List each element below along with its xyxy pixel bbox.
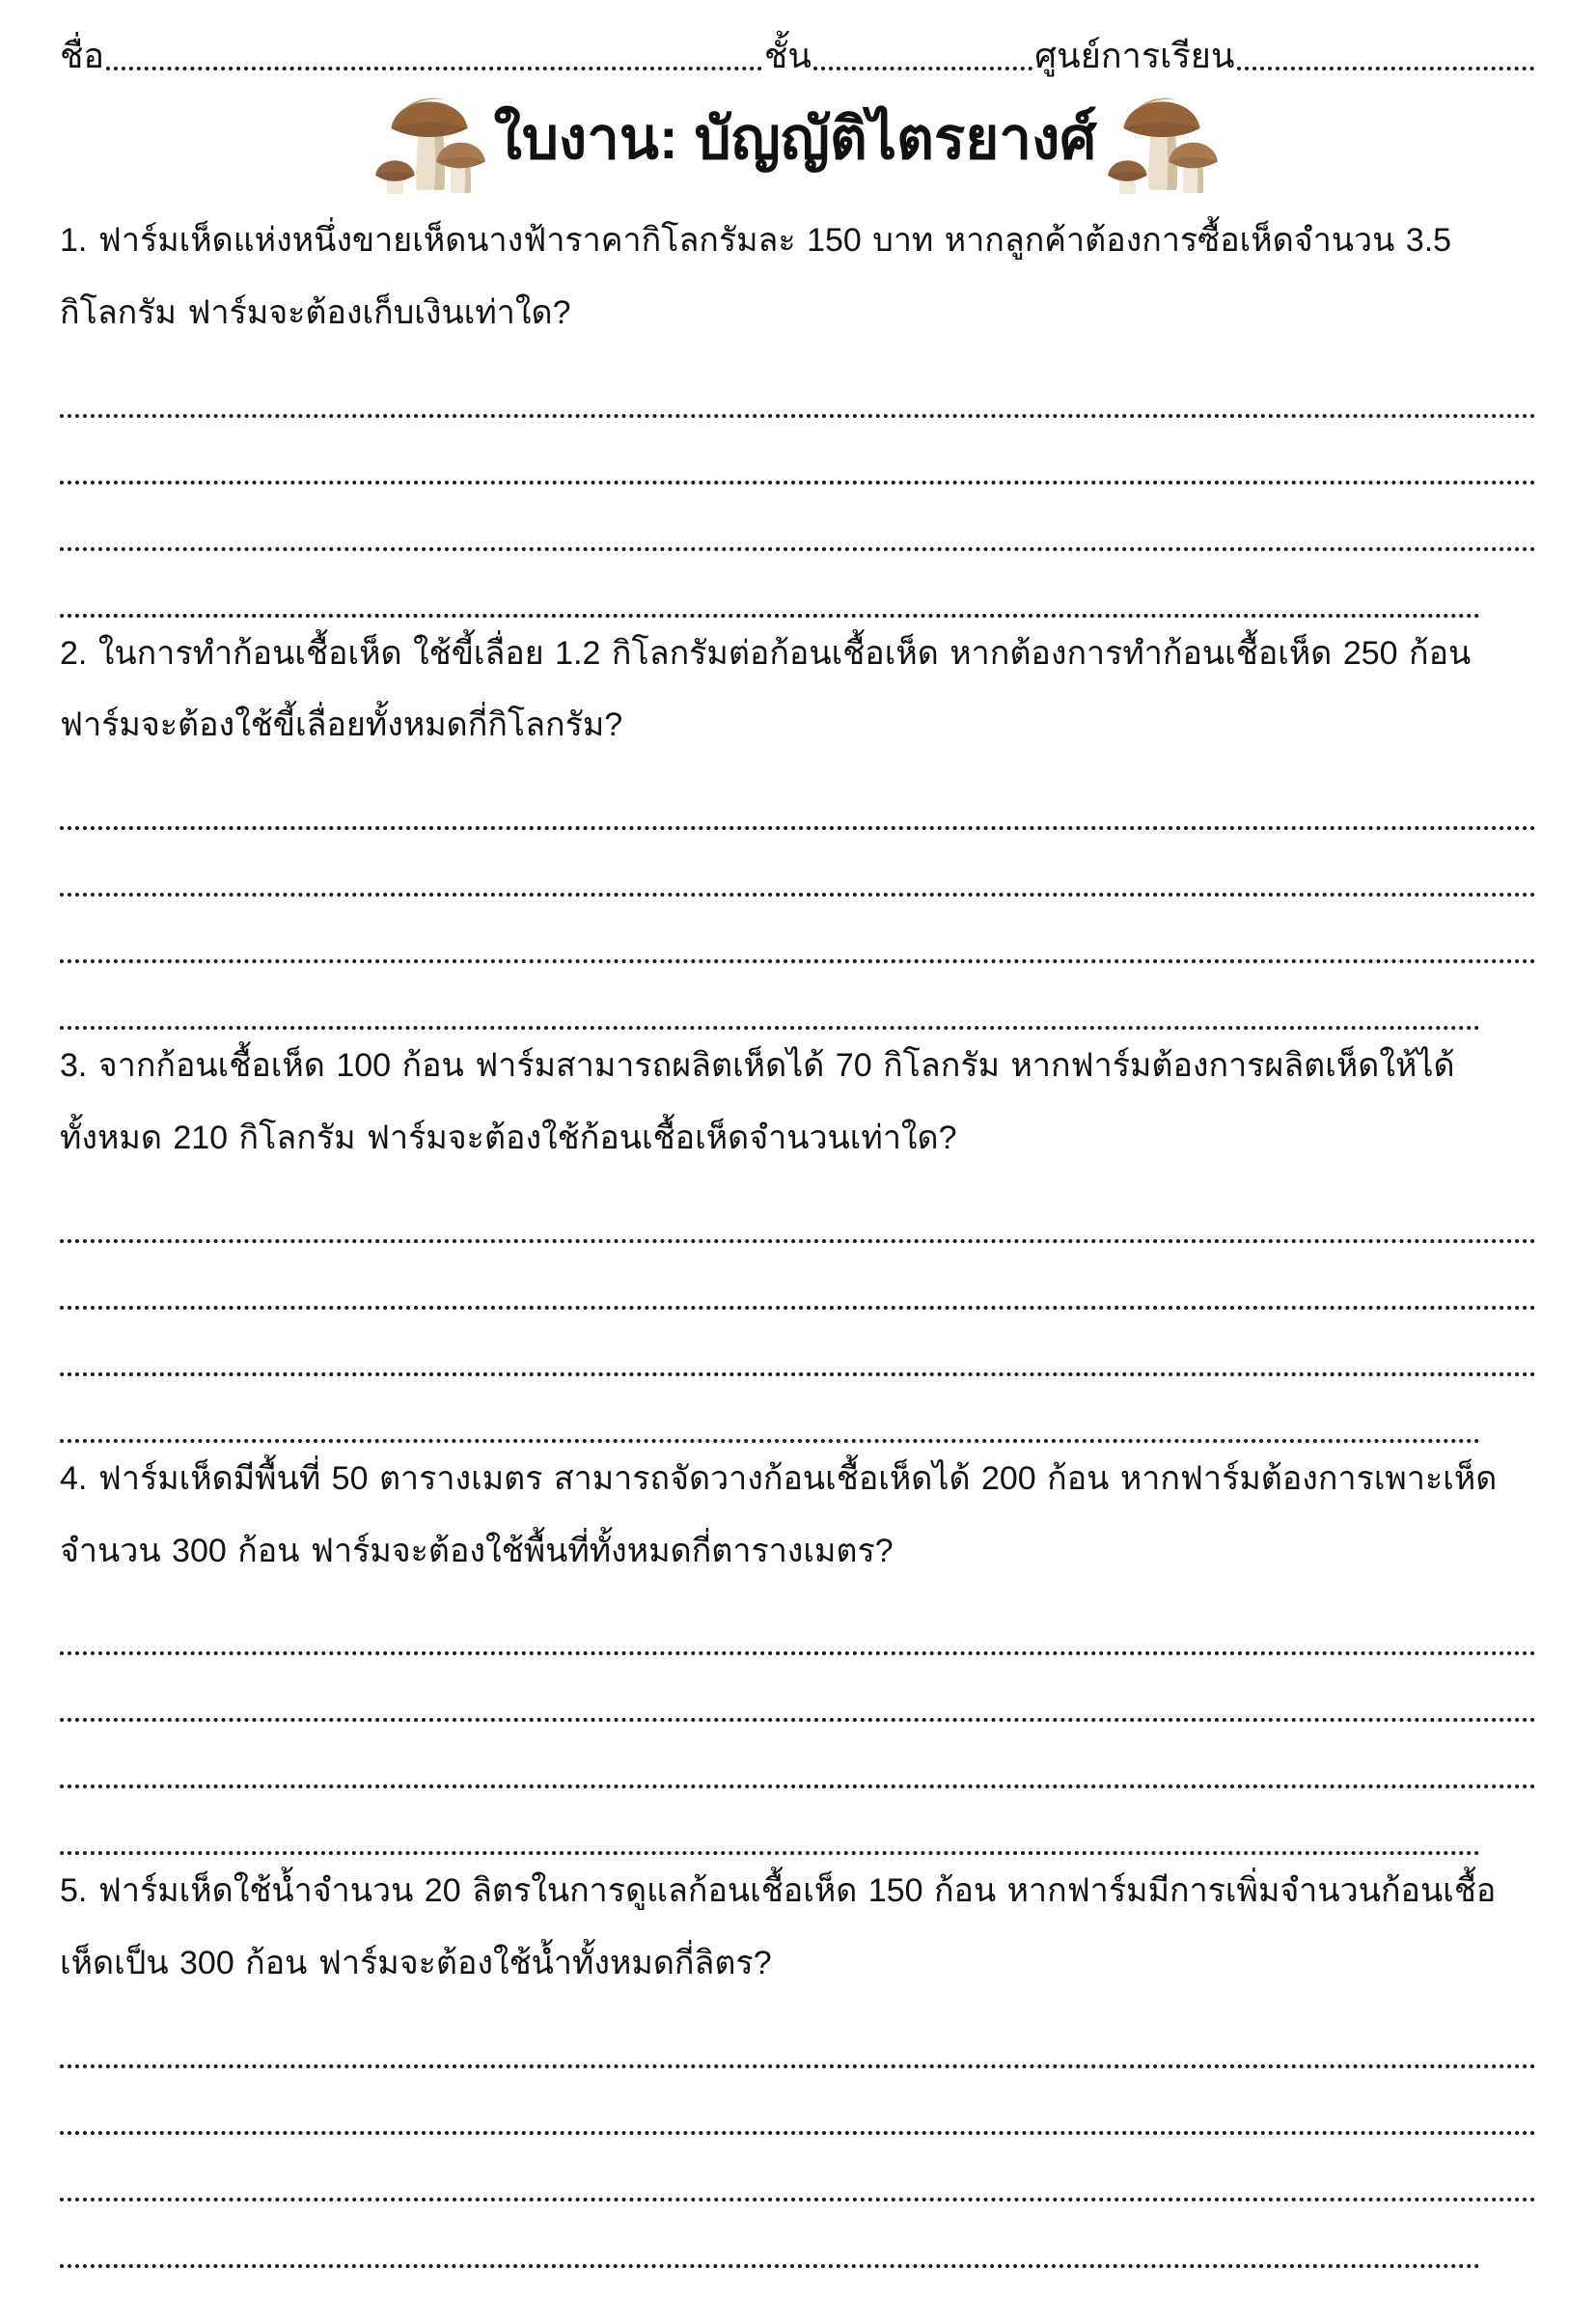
question-text: 1. ฟาร์มเห็ดแห่งหนึ่งขายเห็ดนางฟ้าราคากิโลกรัมละ 150 บาท หากลูกค้าต้องการซื้อเห็ดจำนวน 3.5 กิโลกรัม ฟาร์มจะต้องเก็บเงินเท่าใด? [60,222,1452,331]
mushroom-cluster-icon [369,79,492,197]
answer-line [60,1176,1536,1243]
question-3 [60,1030,1536,1443]
question-text: 3. จากก้อนเชื้อเห็ด 100 ก้อน ฟาร์มสามารถผลิตเห็ดได้ 70 กิโลกรัม หากฟาร์มต้องการผลิตเห็ดให้ได้ทั้งหมด 210 กิโลกรัม ฟาร์มจะต้องใช้ก้อนเชื้อเห็ดจำนวนเท่าใด? [60,1047,1455,1156]
answer-line [60,351,1536,418]
answer-block [60,1176,1536,1443]
answer-line [60,1310,1536,1376]
answer-line [60,2002,1536,2068]
answer-line [60,2201,1480,2268]
answer-line [60,2068,1536,2135]
question-5 [60,1855,1536,2268]
question-4 [60,1443,1536,1856]
answer-line [60,897,1536,963]
learning-center-blank-line [1237,67,1534,70]
name-label: ชื่อ [60,36,105,75]
answer-line [60,1376,1480,1443]
answer-line [60,1243,1536,1310]
page-title: ใบงาน: บัญญัติไตรยางศ์ [493,105,1097,171]
question-2 [60,618,1536,1031]
answer-line [60,830,1536,897]
answer-line [60,1788,1480,1855]
question-text: 4. ฟาร์มเห็ดมีพื้นที่ 50 ตารางเมตร สามารถจัดวางก้อนเชื้อเห็ดได้ 200 ก้อน หากฟาร์มต้องการเพาะเห็ดจำนวน 300 ก้อน ฟาร์มจะต้องใช้พื้นที่ทั้งหมดกี่ตารางเมตร? [60,1459,1498,1569]
answer-line [60,2135,1536,2201]
title-row [60,79,1536,197]
answer-line [60,763,1536,830]
class-label: ชั้น [763,36,812,75]
class-blank-line [813,67,1032,70]
answer-block [60,763,1536,1030]
answer-line [60,1589,1536,1655]
answer-line [60,963,1480,1030]
question-text: 2. ในการทำก้อนเชื้อเห็ด ใช้ขี้เลื่อย 1.2 กิโลกรัมต่อก้อนเชื้อเห็ด หากต้องการทำก้อนเชื้อเห็ด 250 ก้อน ฟาร์มจะต้องใช้ขี้เลื่อยทั้งหมดกี่กิโลกรัม? [60,634,1472,744]
learning-center-label: ศูนย์การเรียน [1034,36,1235,75]
question-1 [60,205,1536,618]
mushroom-cluster-icon [1098,79,1227,197]
name-blank-line [106,67,762,70]
answer-line [60,418,1536,484]
header-fill-in-row [60,17,1536,77]
answer-line [60,551,1480,618]
answer-block [60,1589,1536,1855]
answer-line [60,1722,1536,1788]
answer-block [60,2002,1536,2268]
answer-line [60,484,1536,551]
answer-line [60,1655,1536,1722]
question-text: 5. ฟาร์มเห็ดใช้น้ำจำนวน 20 ลิตรในการดูแลก้อนเชื้อเห็ด 150 ก้อน หากฟาร์มมีการเพิ่มจำนวนก้อนเชื้อเห็ดเป็น 300 ก้อน ฟาร์มจะต้องใช้น้ำทั้งหมดกี่ลิตร? [60,1872,1497,1982]
answer-block [60,351,1536,618]
